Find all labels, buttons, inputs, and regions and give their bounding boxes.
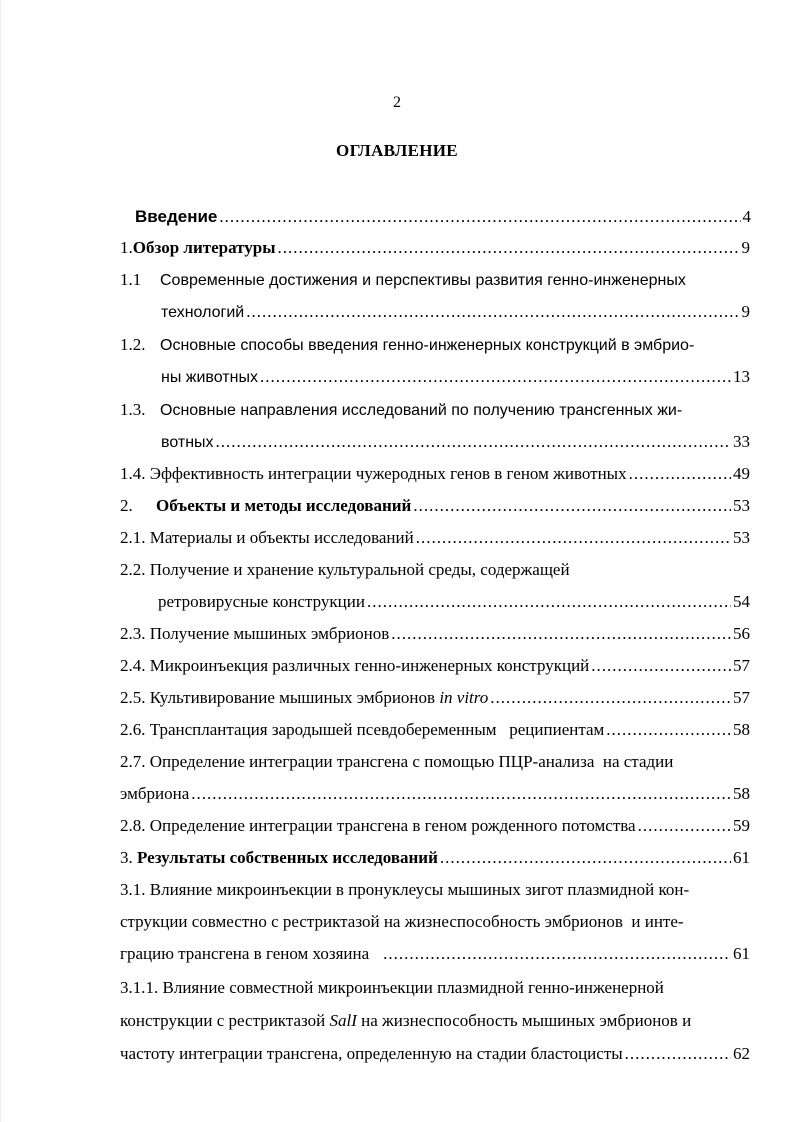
toc-entry-number: 2.5. [120,688,146,707]
toc-entry-title-continued: струкции совместно с рестриктазой на жизнеспособность эмбрионов и инте- [120,912,684,931]
toc-entry-1-2-continued[interactable] [161,366,750,388]
toc-entry-3-1-continued-2[interactable] [120,943,750,965]
toc-entry-2-7[interactable] [120,751,750,773]
toc-entry-1[interactable] [120,237,750,259]
toc-entry-introduction[interactable] [135,206,751,228]
leader-dots [383,943,731,965]
toc-page-number: 57 [733,656,750,675]
toc-entry-title: Культивирование мышиных эмбрионов [149,688,436,707]
toc-entry-number: 1.3. [120,400,146,419]
toc-page-number: 49 [733,464,750,483]
toc-entry-title-italic: in vitro [439,688,489,707]
toc-entry-2-4[interactable] [120,655,750,677]
toc-entry-number: 1.2. [120,335,146,354]
toc-entry-title-continued: технологий [161,304,245,321]
toc-entry-2-5[interactable] [120,687,750,709]
toc-entry-title-continued-rest: на жизнеспособность мышиных эмбрионов и [361,1011,692,1030]
toc-entry-number: 2. [120,496,133,515]
toc-entry-title: Материалы и объекты исследований [149,528,414,547]
enzyme-name-italic: SalI [329,1011,357,1030]
leader-dots [216,431,731,453]
toc-page-number: 59 [733,816,750,835]
toc-page-number: 33 [733,432,750,451]
leader-dots [606,719,731,741]
toc-entry-number: 1. [120,238,133,257]
toc-entry-1-4[interactable] [120,463,750,485]
toc-entry-title: Получение и хранение культуральной среды, содержащей [149,560,570,579]
toc-page-number: 61 [733,848,750,867]
toc-entry-title-continued-2: частоту интеграции трансгена, определенную на стадии бластоцисты [120,1044,623,1063]
leader-dots [490,687,731,709]
toc-entry-title-continued: ретровирусные конструкции [158,592,365,611]
toc-entry-2-3[interactable] [120,623,750,645]
toc-entry-3-1-1[interactable] [120,977,750,999]
leader-dots [246,301,739,323]
toc-entry-title-continued: конструкции с рестриктазой [120,1011,326,1030]
toc-entry-title-continued: эмбриона [120,784,190,803]
toc-page-number: 53 [733,496,750,515]
toc-entry-title: Получение мышиных эмбрионов [149,624,390,643]
leader-dots [367,591,731,613]
toc-entry-2-6[interactable] [120,719,750,741]
toc-entry-number: 2.1. [120,528,146,547]
toc-entry-number: 3.1.1. [120,978,159,997]
toc-entry-title: Трансплантация зародышей псевдобеременным реципиентам [149,720,605,739]
toc-page-number: 54 [733,592,750,611]
toc-entry-3-1[interactable] [120,879,750,901]
toc-page-number: 62 [733,1044,750,1063]
toc-entry-number: 1.4. [120,464,146,483]
toc-entry-number: 2.2. [120,560,146,579]
toc-entry-2-2[interactable] [120,559,750,581]
toc-entry-1-3-continued[interactable] [161,431,750,453]
toc-entry-2-1[interactable] [120,527,750,549]
toc-page-number: 57 [733,688,750,707]
toc-page-number: 58 [733,784,750,803]
toc-entry-1-1[interactable] [120,269,750,291]
toc-entry-title: Современные достижения и перспективы развития генно-инженерных [160,272,686,289]
toc-entry-number: 2.7. [120,752,146,771]
toc-entry-title-continued-2: грацию трансгена в геном хозяина [120,944,370,963]
toc-entry-title-continued: ны животных [161,369,258,386]
toc-entry-3-1-1-continued-2[interactable] [120,1043,750,1065]
toc-entry-title: Определение интеграции трансгена в геном рожденного потомства [149,816,636,835]
toc-entry-title: Эффективность интеграции чужеродных генов в геном животных [149,464,627,483]
leader-dots [625,1043,731,1065]
toc-page-number: 4 [742,207,751,226]
leader-dots [391,623,731,645]
leader-dots [416,527,731,549]
toc-entry-title: Обзор литературы [132,238,276,257]
toc-entry-number: 3. [120,848,133,867]
leader-dots [260,366,731,388]
toc-entry-title-continued: вотных [161,434,214,451]
toc-page-number: 61 [733,944,750,963]
toc-entry-title: Определение интеграции трансгена с помощью ПЦР-анализа на стадии [149,752,674,771]
toc-entry-number: 2.4. [120,656,146,675]
leader-dots [629,463,731,485]
toc-entry-1-3[interactable] [120,399,750,421]
toc-entry-3[interactable] [120,847,750,869]
toc-entry-1-2[interactable] [120,334,750,356]
toc-entry-3-1-1-continued[interactable] [120,1010,750,1032]
leader-dots [440,847,731,869]
toc-entry-3-1-continued[interactable] [120,911,750,933]
leader-dots [638,815,731,837]
toc-entry-title: Введение [135,207,218,226]
toc-page-number: 53 [733,528,750,547]
toc-entry-title: Микроинъекция различных генно-инженерных конструкций [149,656,590,675]
toc-entry-title: Объекты и методы исследований [156,496,412,515]
toc-page-number: 56 [733,624,750,643]
toc-entry-number: 2.3. [120,624,146,643]
toc-entry-title: Основные направления исследований по получению трансгенных жи- [160,402,683,419]
toc-page-number: 13 [733,367,750,386]
toc-entry-number: 2.6. [120,720,146,739]
toc-entry-2-2-continued[interactable] [158,591,750,613]
toc-entry-title: Влияние совместной микроинъекции плазмидной генно-инженерной [162,978,664,997]
leader-dots [191,783,731,805]
leader-dots [591,655,731,677]
toc-entry-title: Результаты собственных исследований [137,848,438,867]
toc-page-number: 9 [741,238,750,257]
toc-entry-number: 3.1. [120,880,146,899]
leader-dots [219,206,740,228]
page-number: 2 [393,94,401,111]
toc-page-number: 9 [741,302,750,321]
toc-entry-2-7-continued[interactable] [120,783,750,805]
leader-dots [413,495,731,517]
toc-page-number: 58 [733,720,750,739]
toc-entry-2[interactable] [120,495,750,517]
toc-entry-number: 2.8. [120,816,146,835]
toc-entry-number: 1.1 [120,270,142,289]
page-title: ОГЛАВЛЕНИЕ [336,141,458,160]
toc-entry-title: Влияние микроинъекции в пронуклеусы мышиных зигот плазмидной кон- [149,880,690,899]
toc-entry-title: Основные способы введения генно-инженерных конструкций в эмбрио- [160,337,695,354]
leader-dots [278,237,740,259]
toc-entry-2-8[interactable] [120,815,750,837]
toc-entry-1-1-continued[interactable] [161,301,750,323]
